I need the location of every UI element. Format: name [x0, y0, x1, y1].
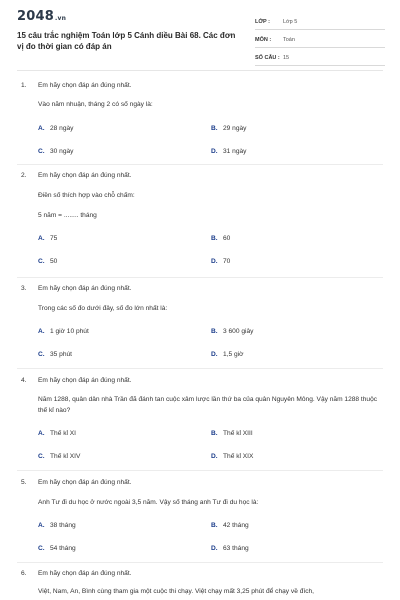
option-b[interactable]: B. 29 ngày — [211, 125, 247, 132]
option-a[interactable]: A. 75 — [38, 235, 58, 242]
option-b[interactable]: B. 60 — [211, 235, 231, 242]
site-logo[interactable] — [17, 9, 66, 24]
option-d[interactable]: D. Thế kỉ XIX — [211, 453, 254, 460]
question-number: 2. — [21, 172, 27, 179]
option-b[interactable]: B. 3 600 giây — [211, 328, 254, 335]
question-instruction: Em hãy chọn đáp án đúng nhất. — [38, 479, 132, 486]
question-divider — [17, 164, 383, 165]
question-divider — [17, 368, 383, 369]
meta-value: 15 — [283, 55, 290, 61]
question-number: 3. — [21, 285, 27, 292]
option-b[interactable]: B. Thế kỉ XIII — [211, 430, 253, 437]
option-c[interactable]: C. 35 phút — [38, 351, 72, 358]
meta-row-class — [255, 15, 385, 30]
question-number: 1. — [21, 82, 27, 89]
option-c[interactable]: C. 54 tháng — [38, 545, 76, 552]
meta-value: Lớp 5 — [283, 19, 298, 25]
option-d[interactable]: D. 31 ngày — [211, 148, 247, 155]
question-divider — [17, 277, 383, 278]
meta-row-count — [255, 51, 385, 66]
header-divider — [17, 70, 383, 71]
page-title: 15 câu trắc nghiệm Toán lớp 5 Cánh diều Bài 68. Các đơn vị đo thời gian có đáp án — [17, 31, 236, 51]
question-number: 4. — [21, 377, 27, 384]
meta-info — [255, 15, 385, 69]
question-instruction: Em hãy chọn đáp án đúng nhất. — [38, 285, 132, 292]
option-a[interactable]: A. 28 ngày — [38, 125, 74, 132]
question-number: 5. — [21, 479, 27, 486]
question-number: 6. — [21, 570, 27, 577]
question-divider — [17, 562, 383, 563]
logo-suffix: .vn — [54, 15, 67, 22]
question-text: Điền số thích hợp vào chỗ chấm: — [38, 192, 135, 199]
meta-row-subject — [255, 33, 385, 48]
option-c[interactable]: C. 30 ngày — [38, 148, 74, 155]
question-instruction: Em hãy chọn đáp án đúng nhất. — [38, 377, 132, 384]
question-text: Trong các số đo dưới đây, số đo lớn nhất là: — [38, 305, 168, 312]
question-divider — [17, 470, 383, 471]
question-instruction: Em hãy chọn đáp án đúng nhất. — [38, 82, 132, 89]
question-instruction: Em hãy chọn đáp án đúng nhất. — [38, 172, 132, 179]
meta-label: LỚP : — [255, 19, 270, 25]
meta-label: SỐ CÂU : — [255, 55, 280, 61]
question-text: Năm 1288, quân dân nhà Trần đã đánh tan cuộc xâm lược lần thứ ba của quân Nguyên Mông. Vậy năm 1288 thuộc thế kỉ nào? — [38, 396, 378, 414]
option-a[interactable]: A. Thế kỉ XI — [38, 430, 77, 437]
question-fill-blank: 5 năm = ........ tháng — [38, 212, 97, 219]
option-b[interactable]: B. 42 tháng — [211, 522, 249, 529]
option-d[interactable]: D. 63 tháng — [211, 545, 249, 552]
option-c[interactable]: C. 50 — [38, 258, 58, 265]
question-instruction: Em hãy chọn đáp án đúng nhất. — [38, 570, 132, 577]
option-c[interactable]: C. Thế kỉ XIV — [38, 453, 81, 460]
question-text: Việt, Nam, An, Bình cùng tham gia một cuộc thi chạy. Việt chạy mất 3,25 phút để chạy về đích, — [38, 588, 314, 595]
meta-label: MÔN : — [255, 37, 272, 43]
option-d[interactable]: D. 70 — [211, 258, 231, 265]
option-a[interactable]: A. 38 tháng — [38, 522, 76, 529]
question-text: Vào năm nhuận, tháng 2 có số ngày là: — [38, 101, 153, 108]
option-a[interactable]: A. 1 giờ 10 phút — [38, 328, 89, 335]
question-text: Anh Tư đi du học ở nước ngoài 3,5 năm. Vậy số tháng anh Tư đi du học là: — [38, 499, 259, 506]
logo-main: 2048 — [17, 9, 54, 24]
option-d[interactable]: D. 1,5 giờ — [211, 351, 244, 358]
meta-value: Toán — [283, 37, 295, 43]
